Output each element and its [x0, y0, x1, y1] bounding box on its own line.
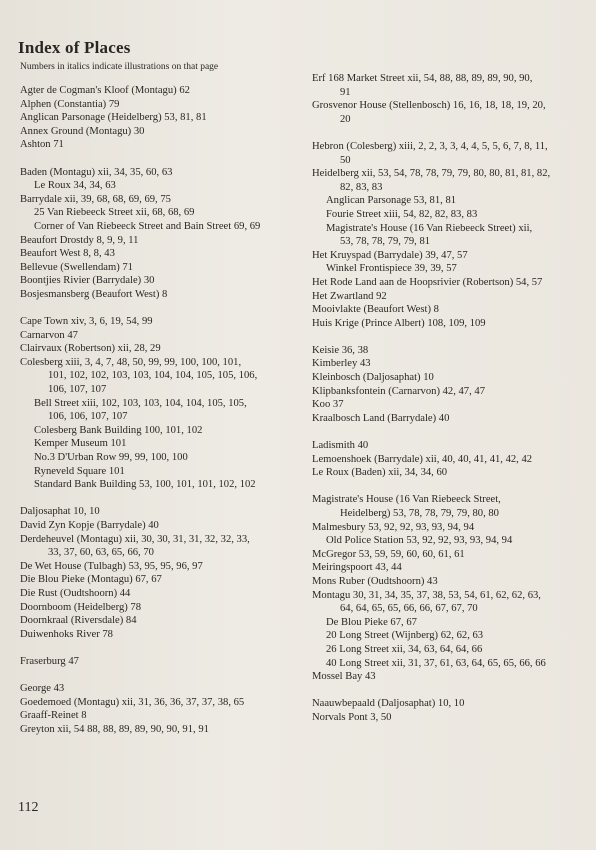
index-entry: Clairvaux (Robertson) xii, 28, 29	[20, 343, 161, 355]
index-entry: Huis Krige (Prince Albert) 108, 109, 109	[312, 317, 486, 329]
index-entry: Alphen (Constantia) 79	[20, 98, 120, 110]
index-entry-continuation: 101, 102, 102, 103, 103, 104, 104, 105, 105, 106,	[48, 370, 258, 382]
index-entry: Het Rode Land aan de Hoopsrivier (Robertson) 54, 57	[312, 276, 543, 288]
index-entry: Agter de Cogman's Kloof (Montagu) 62	[20, 85, 190, 96]
index-entry-continuation: 82, 83, 83	[340, 181, 383, 193]
index-entry: Baden (Montagu) xii, 34, 35, 60, 63	[20, 166, 173, 178]
index-subentry: Anglican Parsonage 53, 81, 81	[326, 195, 457, 207]
section-gap	[20, 641, 302, 655]
index-entry: Klipbanksfontein (Carnarvon) 42, 47, 47	[312, 385, 485, 397]
index-subentry: Fourie Street xiii, 54, 82, 82, 83, 83	[326, 208, 478, 220]
index-entry: Goedemoed (Montagu) xii, 31, 36, 36, 37, 37, 38, 65	[20, 696, 245, 708]
index-entry: Het Kruyspad (Barrydale) 39, 47, 57	[312, 249, 468, 261]
index-entry: Annex Ground (Montagu) 30	[20, 125, 145, 137]
index-entry: Cape Town xiv, 3, 6, 19, 54, 99	[20, 316, 153, 328]
index-entry: Ladismith 40	[312, 440, 369, 452]
section-gap	[312, 330, 584, 344]
index-entry: Doornkraal (Riversdale) 84	[20, 615, 137, 627]
index-entry: Boontjies Rivier (Barrydale) 30	[20, 275, 155, 287]
index-subentry: Colesberg Bank Building 100, 101, 102	[34, 424, 203, 436]
index-entry: Het Zwartland 92	[312, 290, 387, 302]
index-entry: Koo 37	[312, 399, 344, 411]
index-entry: Beaufort West 8, 8, 43	[20, 248, 115, 260]
index-entry: Colesberg xiii, 3, 4, 7, 48, 50, 99, 99, 100, 100, 101,	[20, 356, 242, 368]
section-gap	[312, 480, 584, 494]
index-entry: Bosjesmansberg (Beaufort West) 8	[20, 288, 168, 300]
index-entry: Mossel Bay 43	[312, 671, 376, 683]
index-entry: Anglican Parsonage (Heidelberg) 53, 81, 81	[20, 112, 207, 124]
index-entry: De Wet House (Tulbagh) 53, 95, 95, 96, 97	[20, 560, 203, 572]
index-subentry: 26 Long Street xii, 34, 63, 64, 64, 66	[326, 643, 483, 655]
left-column	[20, 84, 302, 737]
index-entry-continuation: 64, 64, 65, 65, 66, 66, 67, 67, 70	[340, 603, 478, 615]
index-subentry: De Blou Pieke 67, 67	[326, 616, 417, 628]
index-entry: Lemoenshoek (Barrydale) xii, 40, 40, 41, 41, 42, 42	[312, 453, 533, 465]
index-entry: Naauwbepaald (Daljosaphat) 10, 10	[312, 698, 465, 710]
index-subentry: No.3 D'Urban Row 99, 99, 100, 100	[34, 452, 188, 464]
index-subentry: Ryneveld Square 101	[34, 465, 125, 477]
index-subentry: 20 Long Street (Wijnberg) 62, 62, 63	[326, 630, 484, 642]
right-column	[312, 72, 584, 725]
index-subentry: Kemper Museum 101	[34, 438, 127, 450]
index-entry: David Zyn Kopje (Barrydale) 40	[20, 520, 159, 531]
index-entry: Malmesbury 53, 92, 92, 93, 93, 94, 94	[312, 521, 475, 533]
index-entry: Greyton xii, 54 88, 88, 89, 89, 90, 90, 91, 91	[20, 723, 209, 735]
index-subentry: Corner of Van Riebeeck Street and Bain Street 69, 69	[34, 220, 261, 232]
index-subentry: Magistrate's House (16 Van Riebeeck Street) xii,	[326, 222, 533, 234]
index-entry: Mons Ruber (Oudtshoorn) 43	[312, 575, 438, 587]
index-subentry: 25 Van Riebeeck Street xii, 68, 68, 69	[34, 207, 195, 219]
index-subentry: Winkel Frontispiece 39, 39, 57	[326, 263, 457, 275]
index-subentry: Bell Street xiii, 102, 103, 103, 104, 104, 105, 105,	[34, 397, 247, 409]
index-entry: Erf 168 Market Street xii, 54, 88, 88, 89, 89, 90, 90,	[312, 73, 533, 84]
index-entry-continuation: 33, 37, 60, 63, 65, 66, 70	[48, 547, 154, 559]
index-entry: Ashton 71	[20, 139, 64, 151]
index-entry: George 43	[20, 683, 65, 695]
index-entry: Derdeheuvel (Montagu) xii, 30, 30, 31, 31, 32, 32, 33,	[20, 533, 250, 545]
index-subentry: Standard Bank Building 53, 100, 101, 101, 102, 102	[34, 479, 256, 491]
index-entry-continuation: 106, 106, 107, 107	[48, 411, 128, 423]
index-entry: Carnarvon 47	[20, 329, 78, 341]
index-entry-continuation: 91	[340, 86, 351, 98]
index-entry-continuation: 20	[340, 113, 351, 125]
index-entry: Doornboom (Heidelberg) 78	[20, 601, 142, 613]
index-entry: Graaff-Reinet 8	[20, 710, 87, 722]
index-entry: Magistrate's House (16 Van Riebeeck Street,	[312, 494, 501, 506]
index-entry: Barrydale xii, 39, 68, 68, 69, 69, 75	[20, 193, 171, 205]
index-entry: Fraserburg 47	[20, 655, 79, 667]
index-entry: Norvals Pont 3, 50	[312, 711, 392, 723]
section-gap	[312, 425, 584, 439]
index-entry: Bellevue (Swellendam) 71	[20, 261, 133, 273]
index-entry: Beaufort Drostdy 8, 9, 9, 11	[20, 234, 139, 246]
index-subentry: Old Police Station 53, 92, 92, 93, 93, 94, 94	[326, 535, 513, 547]
section-gap	[312, 684, 584, 698]
index-entry: Kimberley 43	[312, 358, 371, 370]
index-entry-continuation: Heidelberg) 53, 78, 78, 79, 79, 80, 80	[340, 508, 499, 519]
page-number: 112	[18, 800, 39, 815]
index-entry: Heidelberg xii, 53, 54, 78, 78, 79, 79, 80, 80, 81, 81, 82,	[312, 168, 551, 180]
index-entry: Mooivlakte (Beaufort West) 8	[312, 304, 439, 316]
index-entry: Keisie 36, 38	[312, 344, 369, 356]
index-entry: Meiringspoort 43, 44	[312, 562, 402, 574]
page-title: Index of Places	[18, 38, 131, 57]
section-gap	[312, 126, 584, 140]
subtitle: Numbers in italics indicate illustrations on that page	[20, 62, 219, 72]
index-entry: Le Roux (Baden) xii, 34, 34, 60	[312, 467, 448, 479]
index-subentry: 40 Long Street xii, 31, 37, 61, 63, 64, 65, 65, 66, 66	[326, 657, 546, 669]
index-entry-continuation: 53, 78, 78, 79, 79, 81	[340, 236, 431, 248]
index-entry: Montagu 30, 31, 34, 35, 37, 38, 53, 54, 61, 62, 62, 63,	[312, 589, 541, 601]
index-entry-continuation: 50	[340, 154, 351, 166]
section-gap	[20, 152, 302, 166]
index-subentry: Le Roux 34, 34, 63	[34, 180, 116, 192]
section-gap	[20, 669, 302, 683]
index-entry: Die Blou Pieke (Montagu) 67, 67	[20, 574, 162, 586]
section-gap	[20, 492, 302, 506]
index-entry: Daljosaphat 10, 10	[20, 506, 100, 518]
index-entry: Kleinbosch (Daljosaphat) 10	[312, 372, 434, 384]
index-entry: Grosvenor House (Stellenbosch) 16, 16, 18, 18, 19, 20,	[312, 100, 546, 112]
index-entry-continuation: 106, 107, 107	[48, 384, 107, 396]
index-entry: Hebron (Colesberg) xiii, 2, 2, 3, 3, 4, 4, 5, 5, 6, 7, 8, 11,	[312, 140, 548, 152]
index-entry: McGregor 53, 59, 59, 60, 60, 61, 61	[312, 548, 465, 560]
index-entry: Duiwenhoks River 78	[20, 628, 113, 640]
index-entry: Die Rust (Oudtshoorn) 44	[20, 587, 131, 599]
section-gap	[20, 302, 302, 316]
index-entry: Kraalbosch Land (Barrydale) 40	[312, 412, 450, 424]
